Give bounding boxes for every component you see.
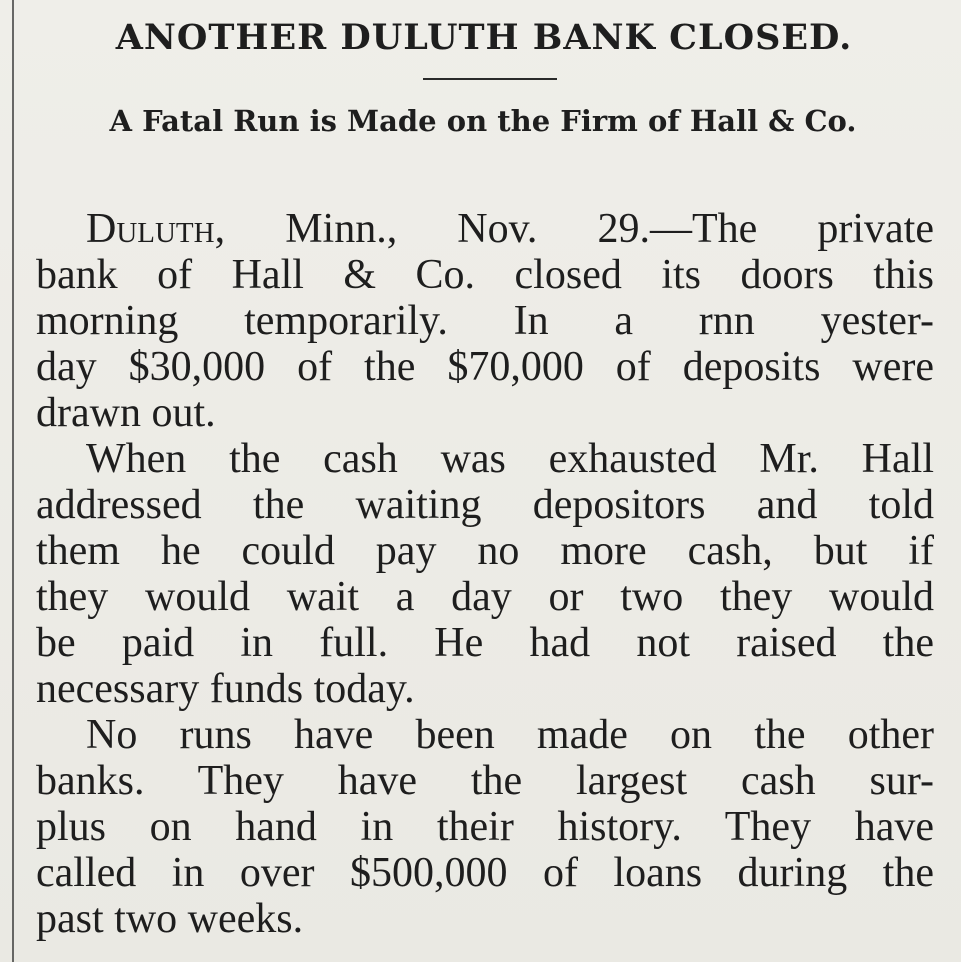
text-line: be paid in full. He had not raised the — [36, 620, 934, 666]
paragraph-2 — [36, 436, 934, 712]
text-line: drawn out. — [36, 390, 216, 436]
text-line: No runs have been made on the other — [86, 712, 934, 758]
text-line: they would wait a day or two they would — [36, 574, 934, 620]
text-line: banks. They have the largest cash sur- — [36, 758, 934, 804]
paragraph-3 — [36, 712, 934, 942]
text-line: bank of Hall & Co. closed its doors this — [36, 252, 934, 298]
paragraph-1 — [36, 206, 934, 436]
subheadline: A Fatal Run is Made on the Firm of Hall & Co. — [109, 104, 857, 138]
headline-divider — [423, 78, 557, 80]
text-line: day $30,000 of the $70,000 of deposits were — [36, 344, 934, 390]
text-line: called in over $500,000 of loans during the — [36, 850, 934, 896]
text-line: plus on hand in their history. They have — [36, 804, 934, 850]
text-line: past two weeks. — [36, 896, 304, 942]
text-line: morning temporarily. In a rnn yester- — [36, 298, 934, 344]
text-line: Duluth, Minn., Nov. 29.—The private — [86, 206, 934, 252]
text-line-content: Minn., Nov. 29.—The private — [285, 206, 934, 252]
article-body — [36, 206, 934, 942]
text-line: them he could pay no more cash, but if — [36, 528, 934, 574]
dateline-city: Duluth — [86, 206, 215, 252]
headline: ANOTHER DULUTH BANK CLOSED. — [115, 17, 853, 58]
text-line: necessary funds today. — [36, 666, 415, 712]
text-line: When the cash was exhausted Mr. Hall — [86, 436, 934, 482]
text-line: addressed the waiting depositors and told — [36, 482, 934, 528]
column-rule — [12, 0, 14, 962]
